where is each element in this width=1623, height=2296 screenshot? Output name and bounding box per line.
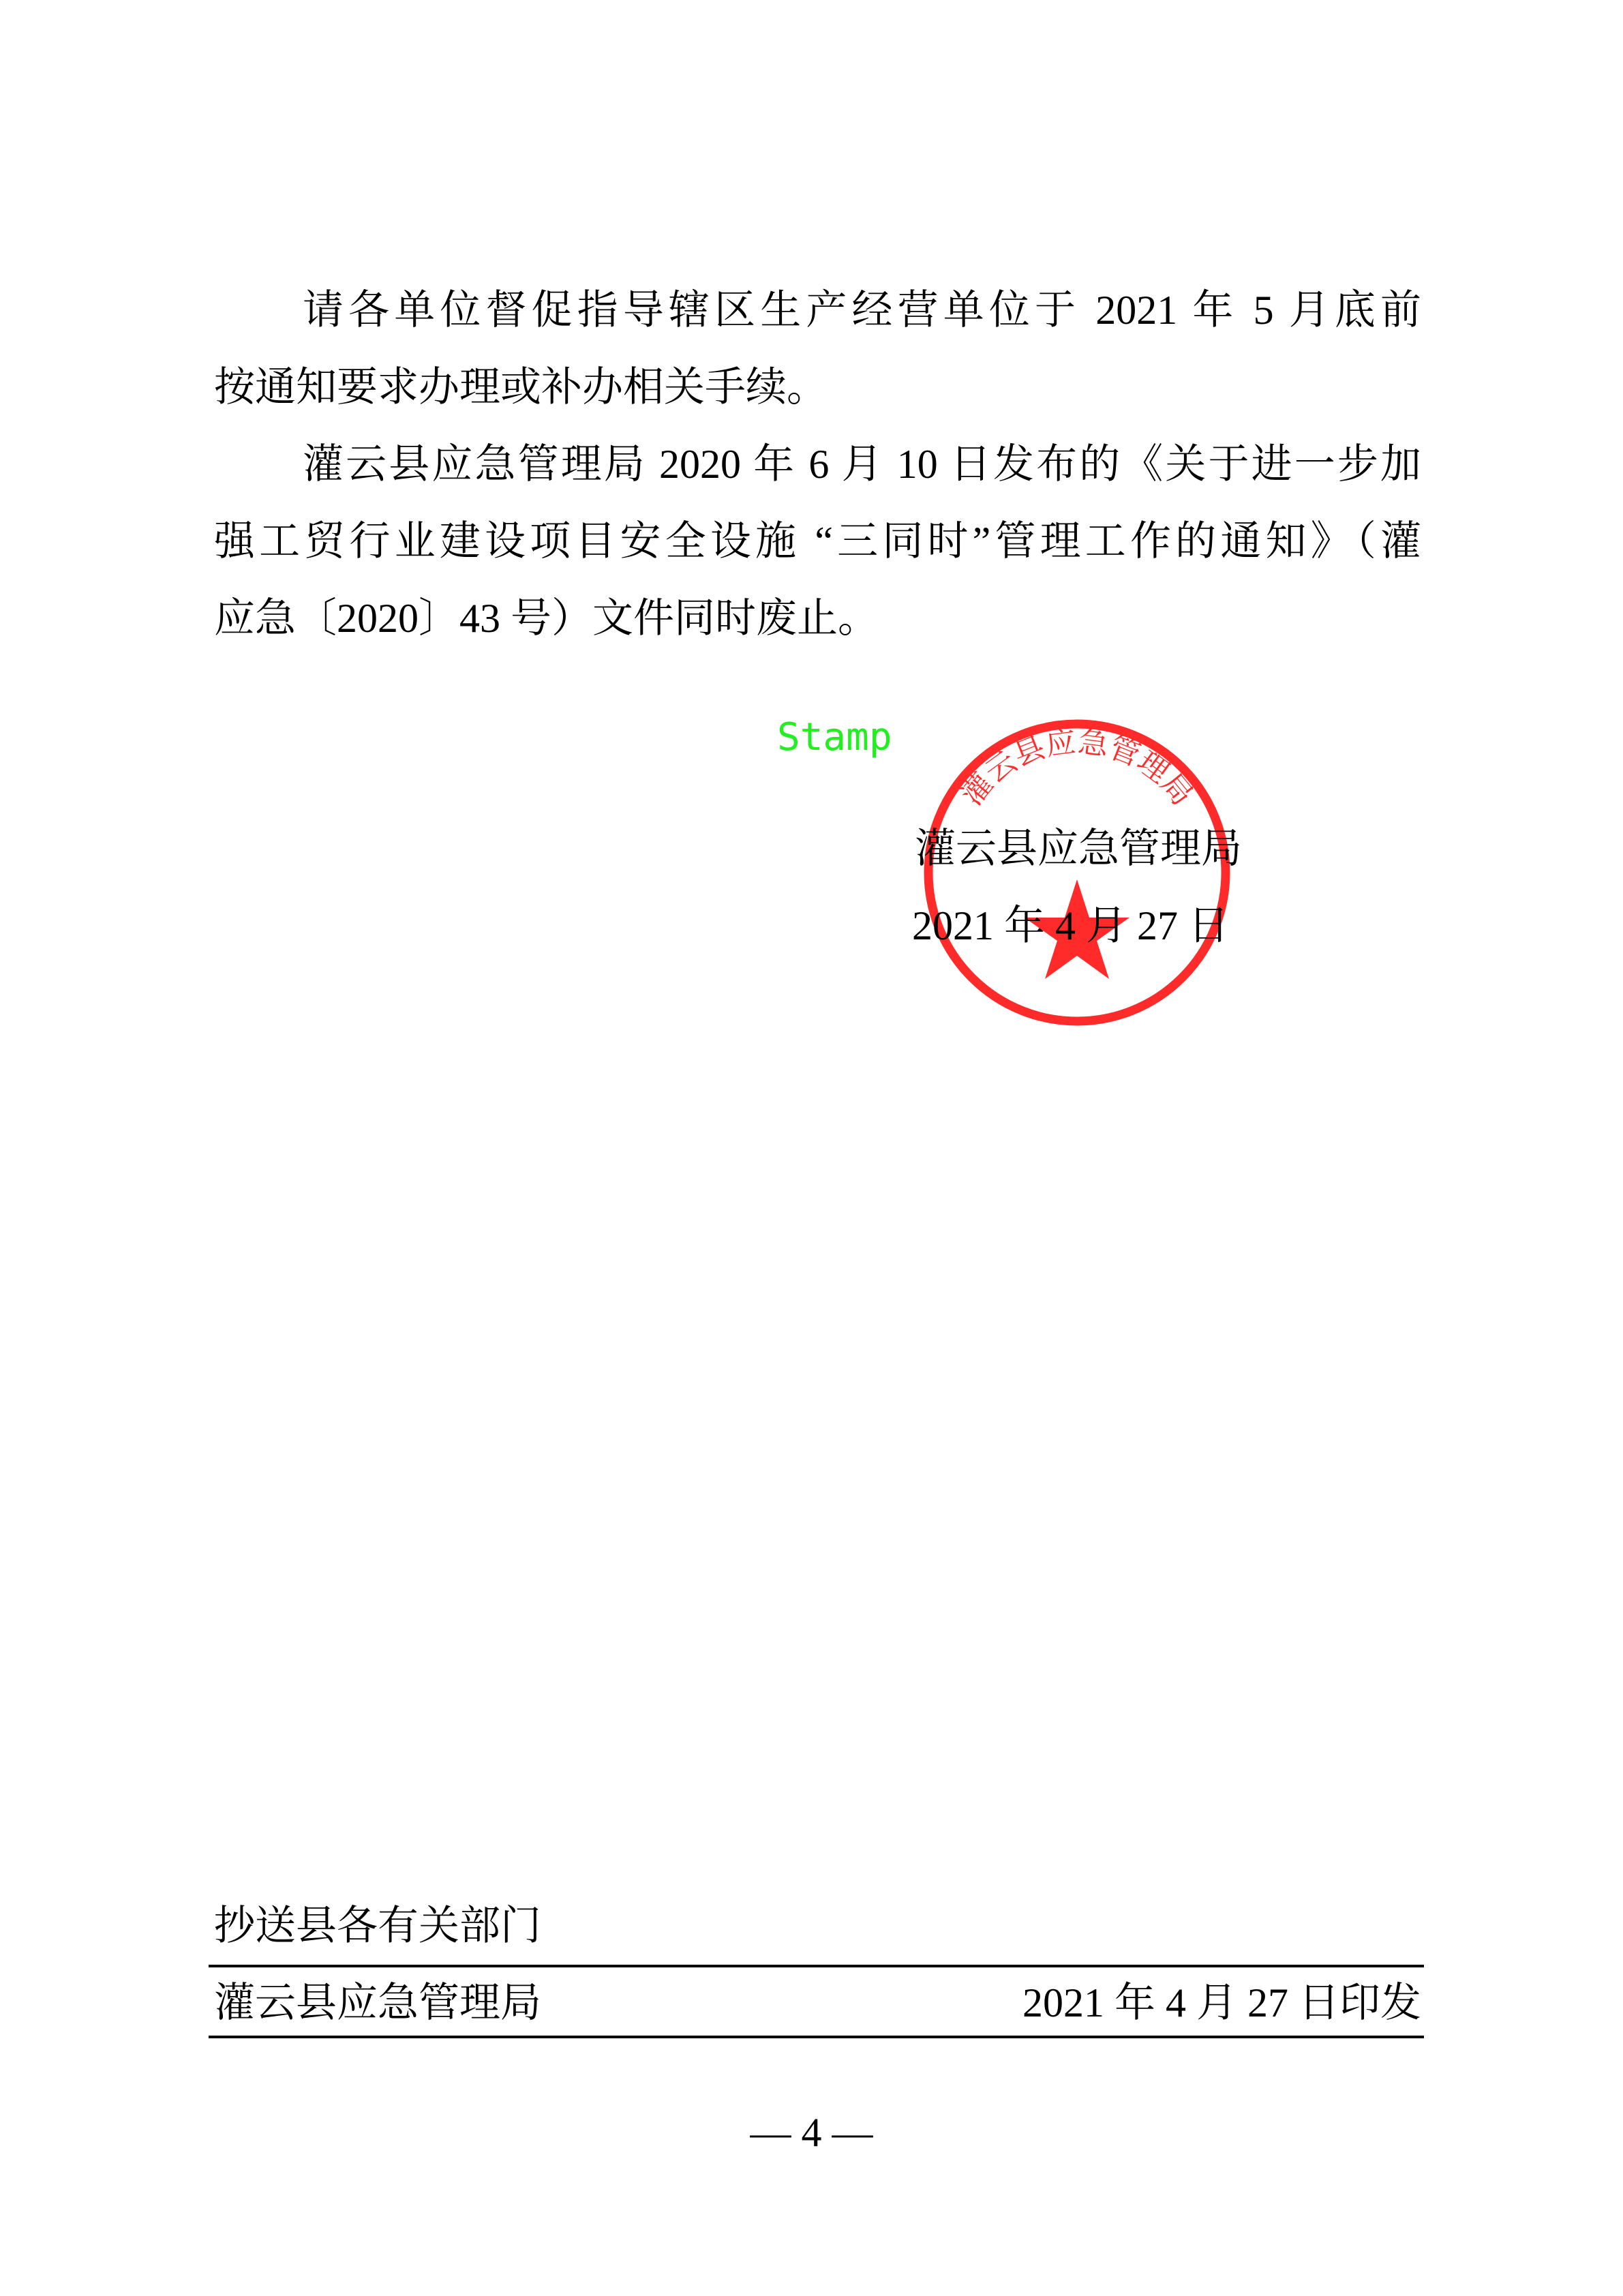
page-number: — 4 — — [750, 2110, 873, 2155]
seal-text: 灌云县应急管理局 — [954, 724, 1200, 813]
stamp-label: Stamp — [777, 715, 892, 759]
footer-issuer: 灌云县应急管理局 — [214, 1980, 541, 2025]
signature-date: 2021 年 4 月 27 日 — [912, 903, 1229, 948]
cc-line: 抄送县各有关部门 — [214, 1903, 541, 1948]
paragraph2-line3: 应急〔2020〕43 号）文件同时废止。 — [214, 596, 879, 641]
footer-print-date: 2021 年 4 月 27 日印发 — [1022, 1980, 1421, 2025]
paragraph1-line1: 请各单位督促指导辖区生产经营单位于 2021 年 5 月底前 — [303, 288, 1421, 333]
footer-rule-top — [209, 1965, 1424, 1967]
paragraph1-line2: 按通知要求办理或补办相关手续。 — [214, 365, 828, 410]
paragraph2-line2: 强工贸行业建设项目安全设施 “三同时”管理工作的通知》（灌 — [214, 519, 1421, 564]
signature-issuer: 灌云县应急管理局 — [915, 826, 1242, 871]
footer-rule-bottom — [209, 2036, 1424, 2038]
paragraph2-line1: 灌云县应急管理局 2020 年 6 月 10 日发布的《关于进一步加 — [303, 442, 1421, 487]
